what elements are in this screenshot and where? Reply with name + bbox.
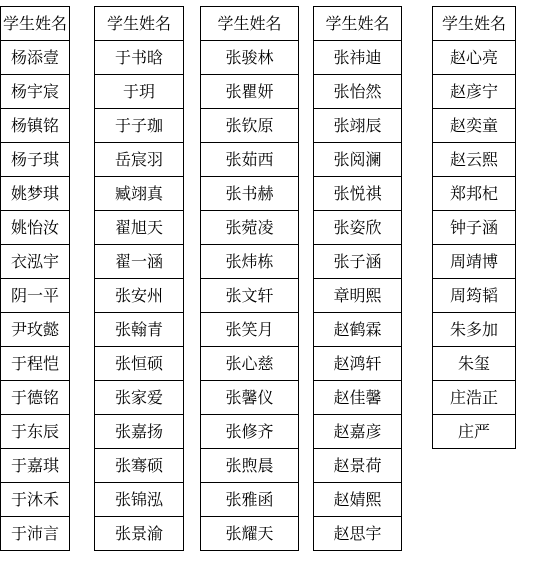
student-name-cell: 张修齐 (201, 415, 298, 449)
student-name-cell: 于沛言 (1, 517, 69, 551)
student-name-cell: 于德铭 (1, 381, 69, 415)
student-name-cell: 张恒硕 (95, 347, 183, 381)
student-name-cell: 朱多加 (433, 313, 515, 347)
student-name-cell: 张子涵 (314, 245, 401, 279)
student-name-cell: 于书晗 (95, 41, 183, 75)
student-name-cell: 赵心亮 (433, 41, 515, 75)
name-column-5 (432, 6, 516, 449)
student-name-cell: 岳宸羽 (95, 143, 183, 177)
student-name-cell: 张馨仪 (201, 381, 298, 415)
column-header: 学生姓名 (201, 7, 298, 41)
student-name-cell: 章明熙 (314, 279, 401, 313)
student-name-cell: 于程恺 (1, 347, 69, 381)
student-name-cell: 张钦原 (201, 109, 298, 143)
student-name-cell: 赵嘉彦 (314, 415, 401, 449)
student-name-cell: 翟一涵 (95, 245, 183, 279)
student-name-cell: 张煦晨 (201, 449, 298, 483)
student-name-cell: 姚梦琪 (1, 177, 69, 211)
student-name-cell: 衣泓宇 (1, 245, 69, 279)
name-column-4 (313, 6, 402, 551)
student-name-cell: 赵奕童 (433, 109, 515, 143)
student-name-cell: 张笑月 (201, 313, 298, 347)
student-name-cell: 张骞硕 (95, 449, 183, 483)
student-name-cell: 朱玺 (433, 347, 515, 381)
column-header: 学生姓名 (314, 7, 401, 41)
name-column-3 (200, 6, 299, 551)
student-name-cell: 张文轩 (201, 279, 298, 313)
student-name-cell: 于嘉琪 (1, 449, 69, 483)
student-name-cell: 赵鹤霖 (314, 313, 401, 347)
student-name-cell: 赵思宇 (314, 517, 401, 551)
student-name-cell: 庄浩正 (433, 381, 515, 415)
name-column-1 (0, 6, 70, 551)
student-name-cell: 张悦祺 (314, 177, 401, 211)
student-name-cell: 张姿欣 (314, 211, 401, 245)
name-column-2 (94, 6, 184, 551)
student-name-cell: 郑邦杞 (433, 177, 515, 211)
student-name-cell: 张菀凌 (201, 211, 298, 245)
student-name-cell: 张家爱 (95, 381, 183, 415)
student-name-cell: 张书赫 (201, 177, 298, 211)
student-name-cell: 张怡然 (314, 75, 401, 109)
student-name-cell: 姚怡汝 (1, 211, 69, 245)
student-name-cell: 于玥 (95, 75, 183, 109)
student-name-cell: 张翊辰 (314, 109, 401, 143)
student-name-cell: 庄严 (433, 415, 515, 449)
student-name-cell: 赵鸿轩 (314, 347, 401, 381)
student-name-cell: 臧翊真 (95, 177, 183, 211)
student-name-cell: 张祎迪 (314, 41, 401, 75)
student-name-cell: 张雅函 (201, 483, 298, 517)
student-name-cell: 杨子琪 (1, 143, 69, 177)
student-name-cell: 张炜栋 (201, 245, 298, 279)
student-name-cell: 阴一平 (1, 279, 69, 313)
student-name-cell: 于东辰 (1, 415, 69, 449)
student-name-cell: 张景渝 (95, 517, 183, 551)
student-name-cell: 张翰青 (95, 313, 183, 347)
student-name-cell: 杨添壹 (1, 41, 69, 75)
student-name-cell: 赵佳馨 (314, 381, 401, 415)
student-name-cell: 张茹西 (201, 143, 298, 177)
student-name-cell: 赵彦宁 (433, 75, 515, 109)
student-name-cell: 赵婧熙 (314, 483, 401, 517)
column-header: 学生姓名 (433, 7, 515, 41)
student-name-cell: 杨镇铭 (1, 109, 69, 143)
student-name-cell: 赵景荷 (314, 449, 401, 483)
student-name-cell: 于沐禾 (1, 483, 69, 517)
student-name-cell: 张嘉扬 (95, 415, 183, 449)
student-name-cell: 尹玫懿 (1, 313, 69, 347)
student-name-cell: 钟子涵 (433, 211, 515, 245)
student-name-cell: 张阅澜 (314, 143, 401, 177)
student-name-cell: 周筠韬 (433, 279, 515, 313)
column-header: 学生姓名 (1, 7, 69, 41)
student-name-cell: 周靖博 (433, 245, 515, 279)
student-name-cell: 杨宇宸 (1, 75, 69, 109)
student-name-cell: 张耀天 (201, 517, 298, 551)
student-name-cell: 赵云熙 (433, 143, 515, 177)
student-name-cell: 张锦泓 (95, 483, 183, 517)
student-name-cell: 张安州 (95, 279, 183, 313)
student-name-cell: 于子珈 (95, 109, 183, 143)
student-name-cell: 张心慈 (201, 347, 298, 381)
student-name-cell: 张瞿妍 (201, 75, 298, 109)
student-name-cell: 翟旭天 (95, 211, 183, 245)
column-header: 学生姓名 (95, 7, 183, 41)
student-name-cell: 张骏林 (201, 41, 298, 75)
